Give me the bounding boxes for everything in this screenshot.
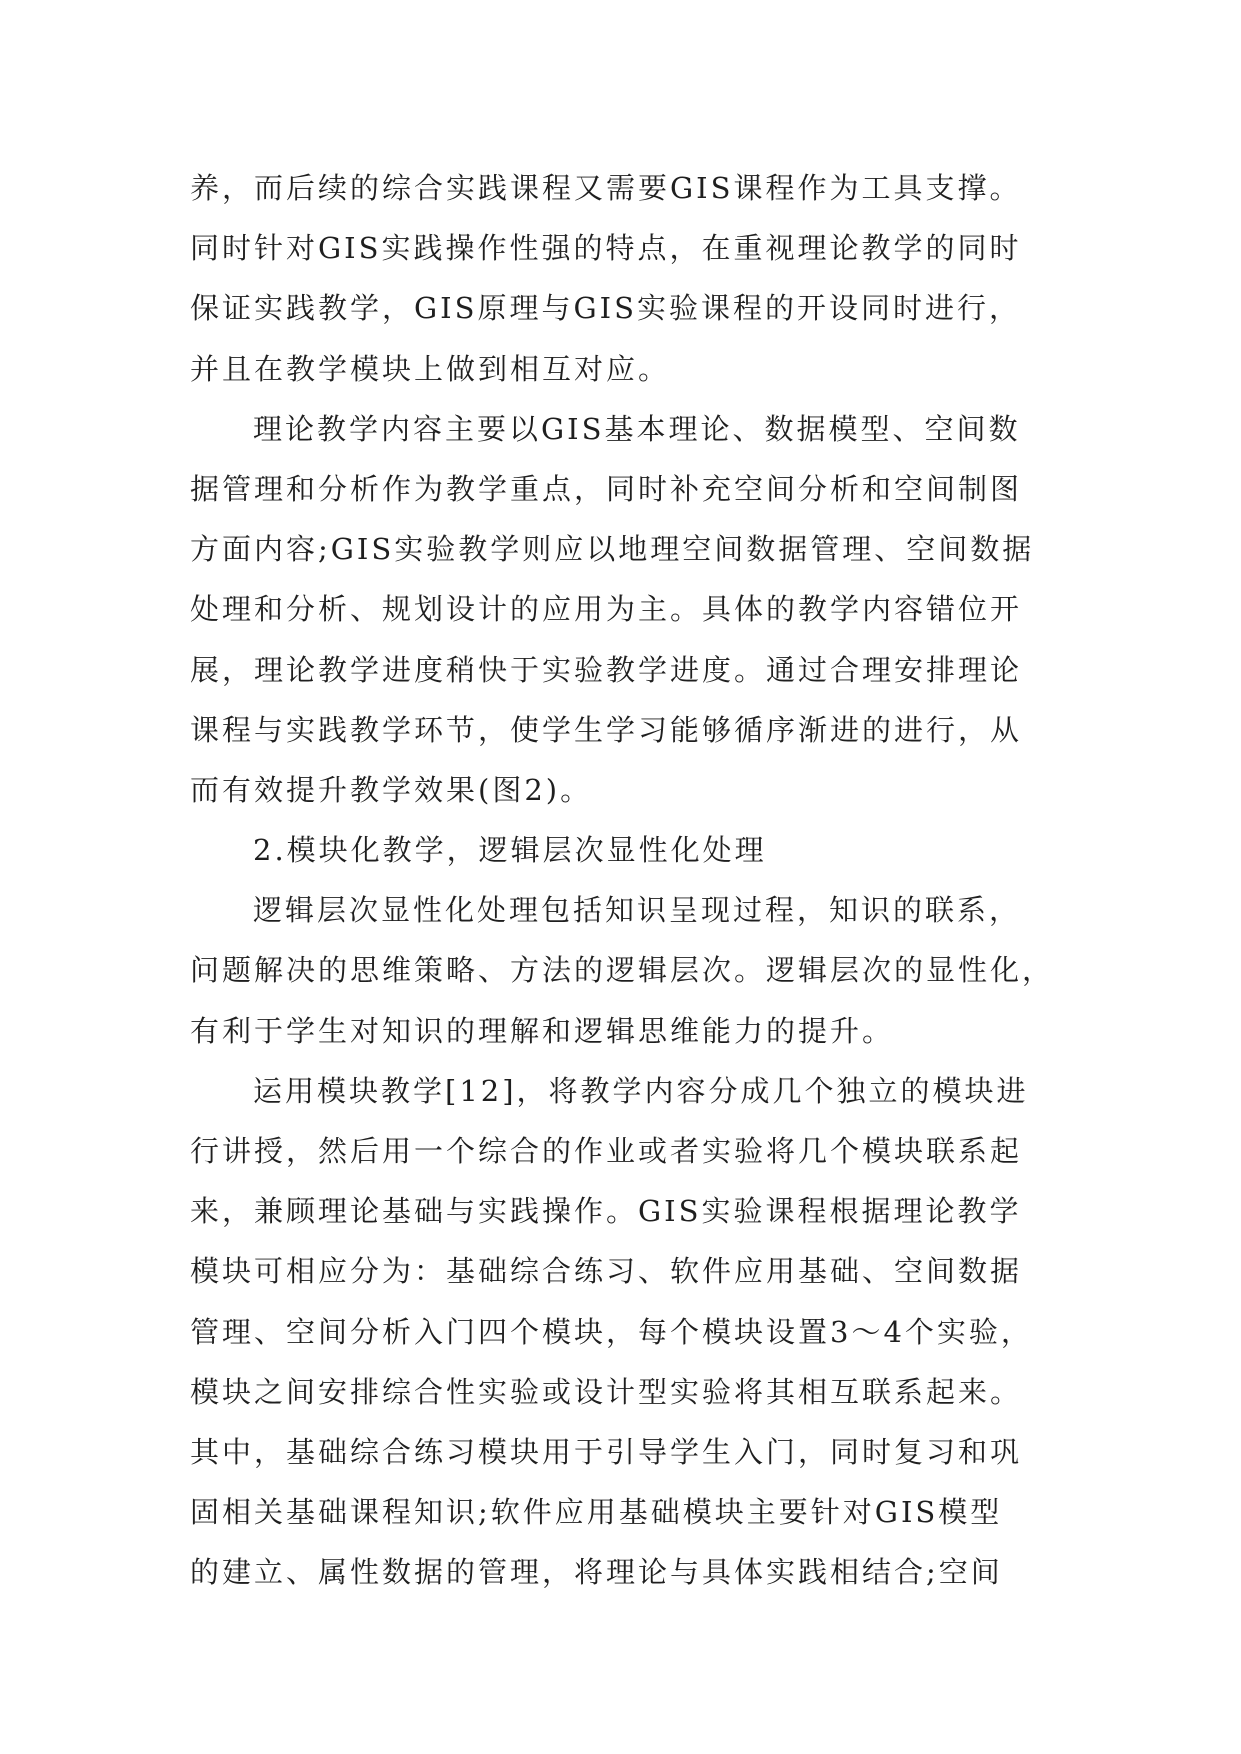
text-line: 据管理和分析作为教学重点，同时补充空间分析和空间制图 bbox=[190, 471, 1023, 506]
text-line: 模块之间安排综合性实验或设计型实验将其相互联系起来。 bbox=[190, 1374, 1023, 1409]
text-line: 养，而后续的综合实践课程又需要GIS课程作为工具支撑。 bbox=[190, 171, 1022, 205]
text-line: 逻辑层次显性化处理包括知识呈现过程，知识的联系， bbox=[253, 893, 1022, 928]
text-line: 而有效提升教学效果(图2)。 bbox=[190, 772, 593, 807]
text-line: 来，兼顾理论基础与实践操作。GIS实验课程根据理论教学 bbox=[190, 1194, 1022, 1229]
text-line: 模块可相应分为：基础综合练习、软件应用基础、空间数据 bbox=[190, 1254, 1023, 1289]
text-line: 固相关基础课程知识;软件应用基础模块主要针对GIS模型 bbox=[190, 1495, 1003, 1530]
text-line: 行讲授，然后用一个综合的作业或者实验将几个模块联系起 bbox=[190, 1134, 1023, 1168]
text-line: 方面内容;GIS实验教学则应以地理空间数据管理、空间数据 bbox=[190, 532, 1035, 567]
text-line: 其中，基础综合练习模块用于引导学生入门，同时复习和巩 bbox=[190, 1434, 1023, 1469]
text-line: 处理和分析、规划设计的应用为主。具体的教学内容错位开 bbox=[190, 592, 1023, 627]
text-line: 保证实践教学，GIS原理与GIS实验课程的开设同时进行， bbox=[190, 291, 1021, 326]
body-text bbox=[190, 158, 1090, 1603]
text-line: 有利于学生对知识的理解和逻辑思维能力的提升。 bbox=[190, 1013, 895, 1048]
text-line: 的建立、属性数据的管理，将理论与具体实践相结合;空间 bbox=[190, 1555, 1003, 1590]
text-line: 理论教学内容主要以GIS基本理论、数据模型、空间数 bbox=[253, 411, 1021, 446]
text-line: 同时针对GIS实践操作性强的特点，在重视理论教学的同时 bbox=[190, 231, 1022, 266]
text-line: 2.模块化教学，逻辑层次显性化处理 bbox=[253, 833, 767, 868]
text-line: 管理、空间分析入门四个模块，每个模块设置3～4个实验， bbox=[190, 1314, 1033, 1349]
text-line: 展，理论教学进度稍快于实验教学进度。通过合理安排理论 bbox=[190, 652, 1023, 687]
text-line: 并且在教学模块上做到相互对应。 bbox=[190, 351, 671, 386]
text-line: 运用模块教学[12]，将教学内容分成几个独立的模块进 bbox=[253, 1073, 1029, 1108]
text-line: 课程与实践教学环节，使学生学习能够循序渐进的进行，从 bbox=[190, 712, 1023, 747]
text-line: 问题解决的思维策略、方法的逻辑层次。逻辑层次的显性化， bbox=[190, 953, 1055, 988]
